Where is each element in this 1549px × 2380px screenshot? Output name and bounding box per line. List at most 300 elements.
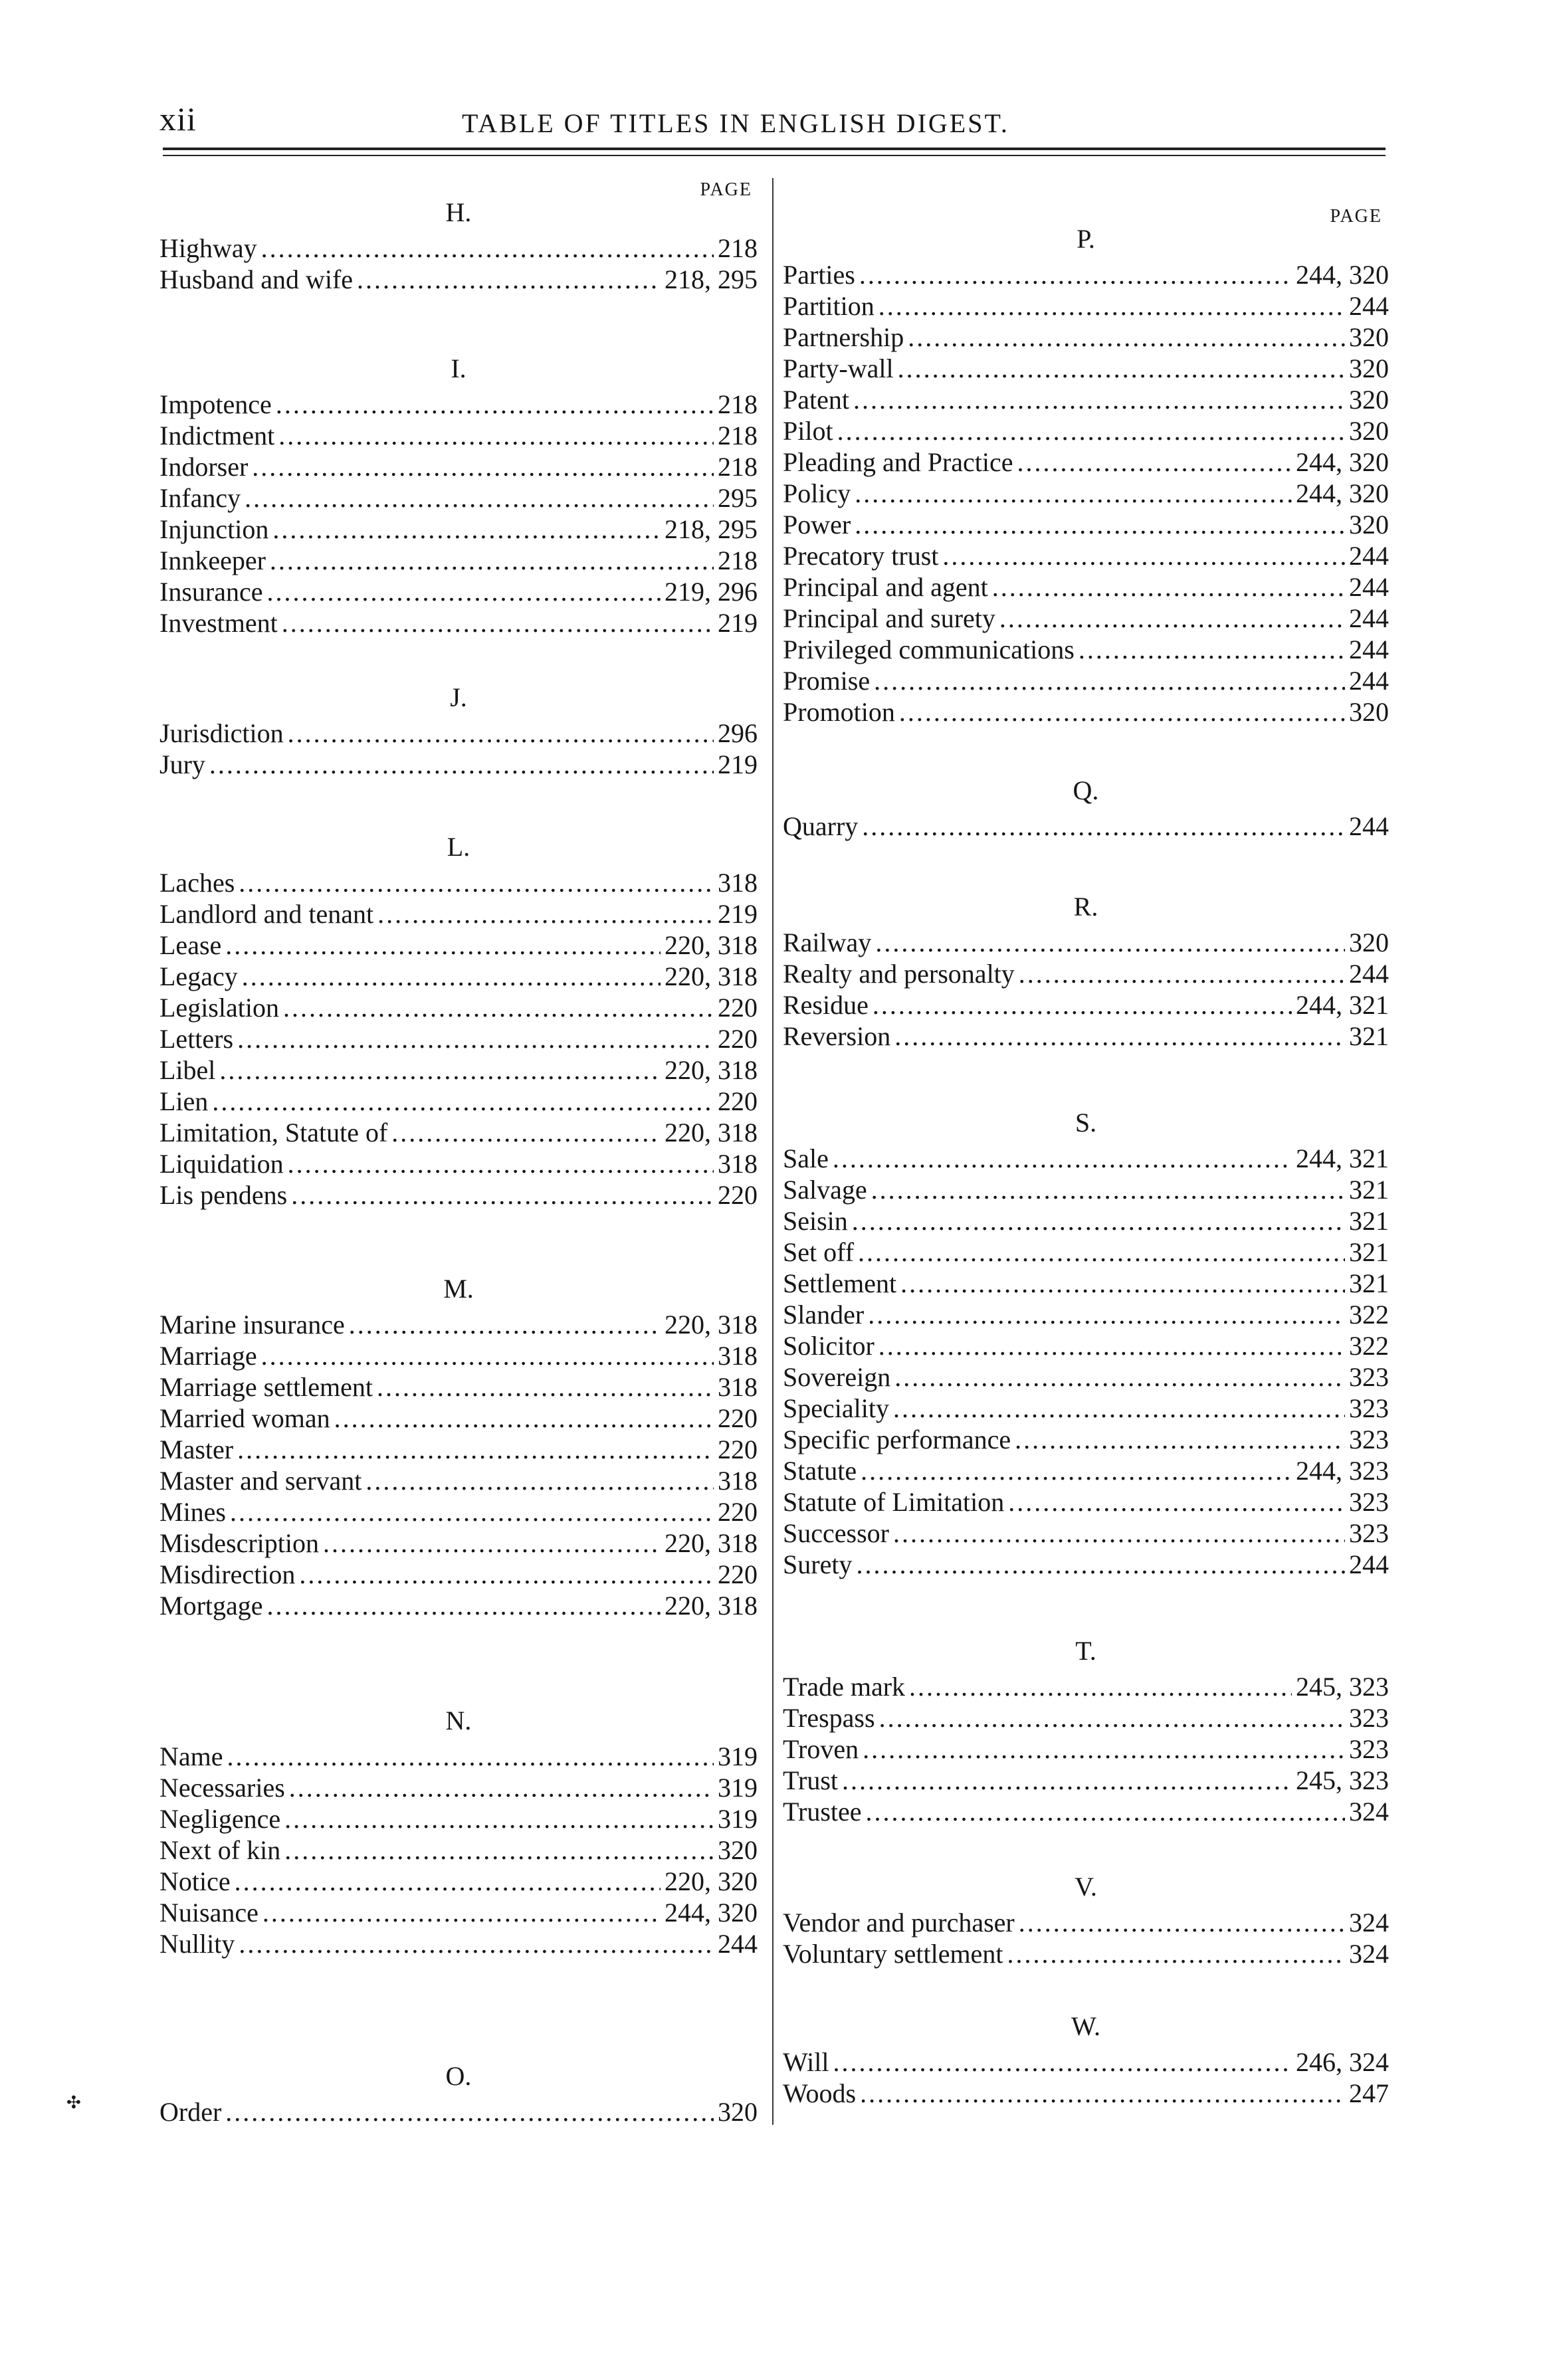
entry-title: Railway	[783, 928, 872, 957]
entry-title: Pleading and Practice	[783, 447, 1013, 477]
index-entry	[159, 607, 758, 639]
index-entry	[159, 1528, 758, 1559]
entry-pages: 220, 320	[665, 1866, 758, 1896]
index-entry	[159, 1117, 758, 1148]
dot-leader	[852, 1205, 1345, 1237]
entry-pages: 320	[1349, 353, 1389, 383]
index-entry	[783, 1907, 1389, 1938]
entry-pages: 318	[718, 1341, 758, 1371]
index-entry	[783, 2078, 1389, 2109]
index-entry	[159, 420, 758, 451]
section-letter: S.	[1075, 1108, 1097, 1138]
entry-title: Statute	[783, 1456, 857, 1486]
entry-pages: 244, 321	[1296, 1143, 1389, 1173]
entry-pages: 319	[718, 1741, 758, 1771]
entry-title: Impotence	[159, 389, 272, 419]
entry-pages: 323	[1349, 1362, 1389, 1392]
section-letter: J.	[450, 682, 467, 712]
margin-mark: ✣	[66, 2093, 81, 2112]
index-entry	[783, 1518, 1389, 1549]
index-entry	[159, 749, 758, 780]
entry-pages: 220	[718, 1435, 758, 1464]
dot-leader	[291, 1179, 714, 1211]
entry-title: Settlement	[783, 1268, 897, 1298]
dot-leader	[349, 1309, 661, 1340]
index-section	[783, 771, 1389, 842]
entry-pages: 220, 318	[665, 1055, 758, 1085]
dot-leader	[334, 1403, 714, 1434]
index-entry	[783, 1205, 1389, 1237]
index-entry	[159, 898, 758, 930]
entry-pages: 218, 295	[665, 264, 758, 294]
index-entry	[783, 2046, 1389, 2078]
entry-pages: 318	[718, 868, 758, 898]
entry-pages: 320	[1349, 510, 1389, 540]
entry-title: Infancy	[159, 483, 241, 513]
entry-title: Libel	[159, 1055, 216, 1085]
entry-title: Speciality	[783, 1393, 889, 1423]
index-entry	[783, 509, 1389, 540]
index-entry	[783, 989, 1389, 1021]
entry-pages: 319	[718, 1773, 758, 1803]
entry-title: Residue	[783, 990, 869, 1020]
dot-leader	[219, 1054, 661, 1086]
dot-leader	[1007, 1938, 1345, 1969]
section-letter: W.	[1071, 2011, 1101, 2041]
dot-leader	[391, 1117, 661, 1148]
dot-leader	[237, 1023, 714, 1054]
dot-leader	[227, 1741, 714, 1772]
entry-pages: 244	[1349, 291, 1389, 321]
dot-leader	[266, 576, 661, 607]
entry-title: Lease	[159, 930, 222, 960]
index-entry	[159, 389, 758, 420]
entry-pages: 220	[718, 1403, 758, 1433]
index-entry	[159, 1371, 758, 1403]
entry-pages: 318	[718, 1466, 758, 1496]
dot-leader	[853, 384, 1345, 415]
entry-pages: 321	[1349, 1206, 1389, 1236]
dot-leader	[212, 1086, 714, 1117]
entry-title: Nullity	[159, 1929, 235, 1959]
entry-title: Specific performance	[783, 1425, 1011, 1454]
dot-leader	[875, 927, 1345, 958]
entry-title: Letters	[159, 1024, 234, 1054]
dot-leader	[261, 233, 714, 264]
index-section	[159, 678, 758, 780]
dot-leader	[856, 1549, 1345, 1580]
entry-title: Marriage	[159, 1341, 257, 1371]
entry-title: Surety	[783, 1549, 853, 1579]
index-section	[783, 219, 1389, 728]
dot-leader	[878, 290, 1345, 322]
entry-pages: 321	[1349, 1175, 1389, 1205]
entry-pages: 324	[1349, 1908, 1389, 1937]
index-entry	[783, 811, 1389, 842]
entry-pages: 320	[1349, 697, 1389, 727]
entry-pages: 219	[718, 899, 758, 929]
dot-leader	[999, 603, 1345, 634]
index-entry	[783, 696, 1389, 728]
entry-pages: 244, 323	[1296, 1456, 1389, 1486]
entry-title: Mortgage	[159, 1591, 263, 1621]
index-entry	[159, 2096, 758, 2128]
index-entry	[159, 867, 758, 898]
index-entry	[783, 603, 1389, 634]
dot-leader	[242, 961, 661, 992]
entry-title: Precatory trust	[783, 541, 939, 571]
index-entry	[159, 1897, 758, 1928]
index-entry	[783, 1361, 1389, 1393]
entry-pages: 244	[1349, 811, 1389, 841]
entry-title: Notice	[159, 1866, 231, 1896]
dot-leader	[237, 1434, 714, 1465]
entry-pages: 324	[1349, 1939, 1389, 1969]
dot-leader	[893, 1393, 1345, 1424]
index-entry	[783, 290, 1389, 322]
dot-leader	[894, 1021, 1345, 1052]
index-entry	[783, 540, 1389, 571]
entry-pages: 218, 295	[665, 514, 758, 544]
entry-title: Landlord and tenant	[159, 899, 374, 929]
dot-leader	[868, 1299, 1345, 1330]
dot-leader	[288, 718, 714, 749]
entry-pages: 220	[718, 1559, 758, 1589]
entry-pages: 295	[718, 483, 758, 513]
index-section	[783, 887, 1389, 1052]
entry-pages: 323	[1349, 1734, 1389, 1764]
index-entry	[783, 1455, 1389, 1486]
entry-pages: 220, 318	[665, 1591, 758, 1621]
dot-leader	[252, 451, 714, 482]
index-entry	[159, 1309, 758, 1340]
index-entry	[783, 1174, 1389, 1205]
dot-leader	[855, 509, 1345, 540]
entry-pages: 218	[718, 233, 758, 263]
index-entry	[783, 1486, 1389, 1518]
entry-title: Lis pendens	[159, 1180, 288, 1210]
dot-leader	[863, 1734, 1345, 1765]
entry-pages: 323	[1349, 1425, 1389, 1454]
index-entry	[783, 1796, 1389, 1827]
entry-title: Marine insurance	[159, 1310, 345, 1339]
dot-leader	[245, 482, 714, 514]
dot-leader	[323, 1528, 661, 1559]
entry-pages: 244	[1349, 541, 1389, 571]
index-section	[783, 1103, 1389, 1580]
entry-pages: 244	[1349, 635, 1389, 664]
entry-title: Voluntary settlement	[783, 1939, 1003, 1969]
entry-pages: 319	[718, 1804, 758, 1834]
section-letter: I.	[451, 353, 466, 383]
section-letter: O.	[445, 2061, 472, 2091]
index-entry	[159, 992, 758, 1023]
index-entry	[159, 514, 758, 545]
entry-title: Husband and wife	[159, 264, 354, 294]
dot-leader	[357, 264, 661, 295]
entry-pages: 318	[718, 1372, 758, 1402]
entry-title: Privileged communications	[783, 635, 1075, 664]
index-entry	[783, 665, 1389, 696]
dot-leader	[235, 1866, 661, 1897]
dot-leader	[879, 1702, 1345, 1734]
index-entry	[783, 1734, 1389, 1765]
dot-leader	[299, 1559, 714, 1590]
section-letter: T.	[1075, 1636, 1096, 1666]
index-entry	[783, 446, 1389, 478]
entry-pages: 220	[718, 1024, 758, 1054]
index-entry	[159, 1023, 758, 1054]
index-entry	[159, 1340, 758, 1371]
index-entry	[783, 1424, 1389, 1455]
section-letter: L.	[447, 832, 470, 862]
index-entry	[159, 1866, 758, 1897]
entry-pages: 246, 324	[1296, 2047, 1389, 2077]
index-entry	[159, 718, 758, 749]
entry-pages: 244	[1349, 666, 1389, 696]
entry-title: Principal and surety	[783, 603, 995, 633]
index-entry	[159, 1835, 758, 1866]
entry-pages: 220, 318	[665, 930, 758, 960]
index-entry	[783, 1549, 1389, 1580]
index-entry	[783, 1143, 1389, 1174]
entry-pages: 324	[1349, 1797, 1389, 1827]
dot-leader	[873, 989, 1292, 1021]
entry-pages: 220, 318	[665, 1528, 758, 1558]
entry-title: Indictment	[159, 421, 275, 450]
dot-leader	[992, 571, 1345, 603]
entry-title: Seisin	[783, 1206, 848, 1236]
entry-title: Troven	[783, 1734, 859, 1764]
entry-pages: 219	[718, 749, 758, 779]
entry-pages: 322	[1349, 1331, 1389, 1361]
entry-title: Principal and agent	[783, 572, 988, 602]
header-rule-thin	[163, 155, 1386, 156]
entry-title: Patent	[783, 385, 849, 415]
entry-title: Sovereign	[783, 1362, 891, 1392]
index-entry	[159, 1928, 758, 1959]
dot-leader	[239, 1928, 714, 1959]
dot-leader	[284, 1803, 714, 1835]
index-entry	[783, 1299, 1389, 1330]
dot-leader	[878, 1330, 1345, 1361]
dot-leader	[860, 2078, 1345, 2109]
index-entry	[783, 1765, 1389, 1796]
dot-leader	[893, 1518, 1345, 1549]
entry-pages: 244	[1349, 572, 1389, 602]
entry-pages: 244, 320	[1296, 447, 1389, 477]
entry-pages: 320	[718, 2097, 758, 2127]
entry-title: Will	[783, 2047, 829, 2077]
entry-title: Woods	[783, 2078, 857, 2108]
index-entry	[783, 1237, 1389, 1268]
index-entry	[783, 322, 1389, 353]
dot-leader	[272, 514, 661, 545]
index-entry	[159, 1403, 758, 1434]
entry-title: Set off	[783, 1237, 855, 1267]
section-letter: N.	[445, 1706, 472, 1735]
dot-leader	[276, 389, 714, 420]
dot-leader	[209, 749, 714, 780]
section-letter: R.	[1073, 892, 1098, 922]
entry-title: Solicitor	[783, 1331, 875, 1361]
entry-title: Slander	[783, 1300, 865, 1330]
entry-pages: 218	[718, 452, 758, 482]
entry-pages: 244	[1349, 603, 1389, 633]
dot-leader	[859, 259, 1292, 290]
dot-leader	[871, 1174, 1345, 1205]
dot-leader	[1079, 634, 1345, 665]
entry-pages: 323	[1349, 1518, 1389, 1548]
index-section	[783, 1631, 1389, 1827]
section-letter: H.	[445, 197, 472, 227]
entry-pages: 245, 323	[1296, 1765, 1389, 1795]
dot-leader	[284, 1835, 714, 1866]
index-entry	[159, 1772, 758, 1803]
entry-title: Successor	[783, 1518, 889, 1548]
index-entry	[783, 1393, 1389, 1424]
entry-pages: 323	[1349, 1487, 1389, 1517]
index-entry	[159, 961, 758, 992]
dot-leader	[833, 1143, 1292, 1174]
entry-title: Master and servant	[159, 1466, 362, 1496]
header-rule	[163, 148, 1386, 150]
entry-title: Policy	[783, 478, 851, 508]
dot-leader	[225, 930, 661, 961]
entry-title: Misdirection	[159, 1559, 296, 1589]
entry-pages: 323	[1349, 1393, 1389, 1423]
dot-leader	[833, 2046, 1292, 2078]
index-section	[159, 193, 758, 295]
entry-pages: 245, 323	[1296, 1672, 1389, 1702]
index-entry	[783, 259, 1389, 290]
dot-leader	[855, 478, 1292, 509]
dot-leader	[225, 2096, 714, 2128]
dot-leader	[267, 1590, 661, 1621]
entry-title: Mines	[159, 1497, 226, 1527]
entry-pages: 244, 320	[665, 1898, 758, 1928]
column-divider	[772, 178, 774, 2125]
entry-pages: 218	[718, 389, 758, 419]
entry-title: Master	[159, 1435, 234, 1464]
index-entry	[159, 1496, 758, 1528]
dot-leader	[874, 665, 1345, 696]
index-entry	[159, 1559, 758, 1590]
entry-title: Necessaries	[159, 1773, 285, 1803]
entry-pages: 321	[1349, 1268, 1389, 1298]
dot-leader	[262, 1897, 661, 1928]
entry-title: Power	[783, 510, 851, 540]
index-section	[159, 349, 758, 639]
entry-title: Marriage settlement	[159, 1372, 373, 1402]
dot-leader	[842, 1765, 1292, 1796]
dot-leader	[899, 696, 1345, 728]
index-entry	[159, 1054, 758, 1086]
index-section	[159, 1269, 758, 1621]
entry-title: Innkeeper	[159, 545, 266, 575]
entry-title: Trespass	[783, 1703, 875, 1733]
dot-leader	[862, 811, 1345, 842]
entry-pages: 322	[1349, 1300, 1389, 1330]
dot-leader	[837, 415, 1345, 446]
index-entry	[159, 1803, 758, 1835]
entry-title: Negligence	[159, 1804, 281, 1834]
entry-title: Sale	[783, 1143, 829, 1173]
index-entry	[159, 930, 758, 961]
dot-leader	[283, 992, 714, 1023]
dot-leader	[909, 1671, 1292, 1702]
dot-leader	[1017, 446, 1292, 478]
entry-title: Misdescription	[159, 1528, 319, 1558]
entry-title: Injunction	[159, 514, 269, 544]
entry-title: Lien	[159, 1086, 209, 1116]
entry-pages: 320	[1349, 385, 1389, 415]
entry-title: Party-wall	[783, 353, 894, 383]
index-entry	[783, 1330, 1389, 1361]
entry-pages: 320	[1349, 322, 1389, 352]
index-section	[159, 827, 758, 1211]
entry-title: Reversion	[783, 1021, 891, 1051]
dot-leader	[861, 1455, 1292, 1486]
index-entry	[159, 1086, 758, 1117]
index-entry	[783, 958, 1389, 989]
entry-pages: 220	[718, 993, 758, 1023]
dot-leader	[261, 1340, 714, 1371]
index-entry	[783, 1671, 1389, 1702]
entry-pages: 321	[1349, 1237, 1389, 1267]
dot-leader	[377, 1371, 714, 1403]
section-letter: V.	[1075, 1872, 1097, 1902]
dot-leader	[1019, 958, 1345, 989]
entry-pages: 321	[1349, 1021, 1389, 1051]
page-column-label: PAGE	[1330, 206, 1382, 227]
index-entry	[159, 264, 758, 295]
entry-title: Limitation, Statute of	[159, 1118, 388, 1147]
entry-title: Name	[159, 1741, 223, 1771]
entry-title: Parties	[783, 260, 855, 290]
entry-pages: 320	[1349, 928, 1389, 957]
index-entry	[783, 1268, 1389, 1299]
entry-title: Investment	[159, 608, 278, 638]
index-entry	[783, 353, 1389, 384]
entry-pages: 219	[718, 608, 758, 638]
index-entry	[783, 415, 1389, 446]
entry-pages: 247	[1349, 2078, 1389, 2108]
index-section	[783, 2007, 1389, 2109]
section-letter: P.	[1077, 224, 1095, 254]
entry-title: Trade mark	[783, 1672, 906, 1702]
index-entry	[159, 233, 758, 264]
entry-pages: 219, 296	[665, 577, 758, 607]
entry-title: Trust	[783, 1765, 839, 1795]
entry-title: Salvage	[783, 1175, 867, 1205]
index-entry	[159, 1465, 758, 1496]
index-entry	[783, 384, 1389, 415]
dot-leader	[1019, 1907, 1345, 1938]
dot-leader	[239, 867, 714, 898]
entry-title: Next of kin	[159, 1835, 281, 1865]
index-entry	[159, 482, 758, 514]
entry-pages: 220, 318	[665, 1118, 758, 1147]
entry-pages: 244, 321	[1296, 990, 1389, 1020]
entry-title: Nuisance	[159, 1898, 258, 1928]
dot-leader	[898, 353, 1345, 384]
entry-title: Promotion	[783, 697, 895, 727]
entry-pages: 218	[718, 545, 758, 575]
entry-pages: 218	[718, 421, 758, 450]
entry-title: Jurisdiction	[159, 718, 284, 748]
entry-title: Legacy	[159, 961, 238, 991]
